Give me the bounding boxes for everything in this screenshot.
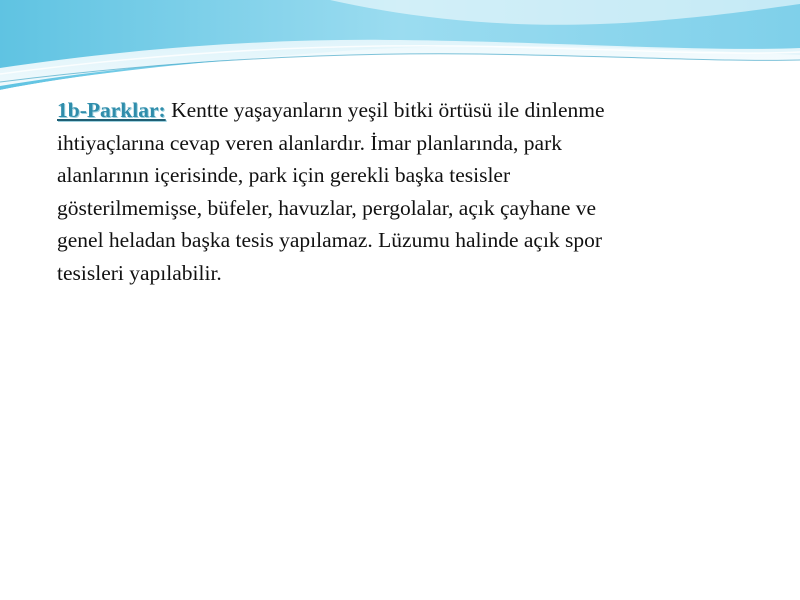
slide-text <box>57 94 757 289</box>
text-line-1 <box>57 94 757 127</box>
body-line-5: genel heladan başka tesis yapılamaz. Lüzumu halinde açık spor <box>57 228 603 252</box>
body-line-2: ihtiyaçlarına cevap veren alanlardır. İmar planlarında, park <box>57 130 562 155</box>
body-line-1: Kentte yaşayanların yeşil bitki örtüsü ile dinlenme <box>165 98 605 122</box>
section-heading: 1b-Parklar: <box>57 98 166 122</box>
body-line-3: alanlarının içerisinde, park için gerekli başka tesisler <box>57 163 511 187</box>
body-line-6: tesisleri yapılabilir. <box>57 260 222 285</box>
body-line-4: gösterilmemişse, büfeler, havuzlar, pergolalar, açık çayhane ve <box>57 195 597 220</box>
